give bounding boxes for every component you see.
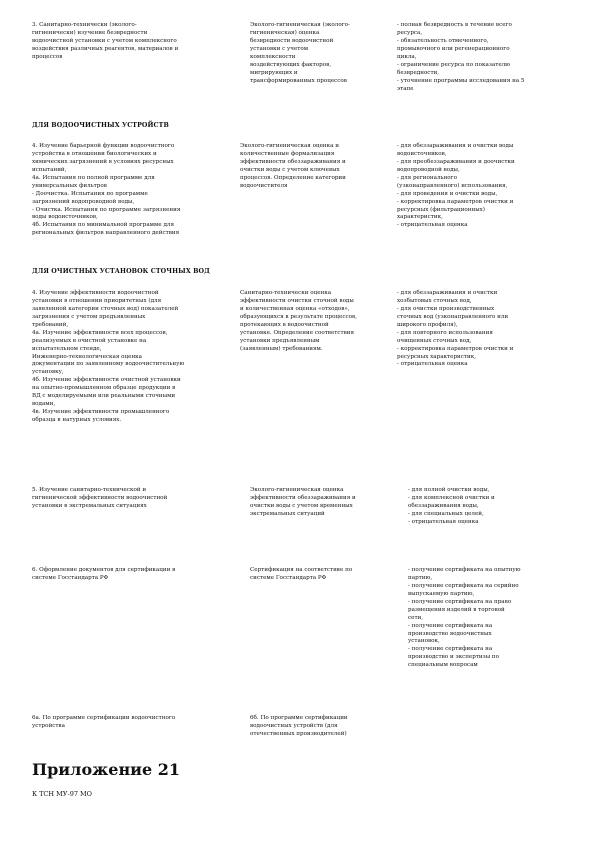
row5-assessment-text: Эколого-гигиеническая оценка эффективности обеззараживания и очистки воды с учетом временных экстремальных ситуаций: [250, 487, 356, 517]
row5-stage-text: 5. Изучение санитарно-технической и гигиенической эффективности водоочистной установки в экстремальных ситуациях: [32, 487, 168, 509]
row5-result-text: - для полной очистки воды, - для комплексной очистки и обеззараживания воды, - для специальных целей, - отрицательная оценка: [408, 487, 495, 525]
appendix-title: Приложение 21: [32, 760, 181, 779]
row4b-result-text: - для обеззараживания и очистки хозбытовых сточных вод, - для очистки производственных сточных вод (узконаправленного или широкого профиля), - для повторного использования очищенных сточных вод, - корректировка параметров очистки и ресурсных характеристик, - отрицательная оценка: [397, 290, 514, 368]
row6a-text: 6а. По программе сертификации водоочистного устройства: [32, 715, 176, 729]
section-heading-wastewater: ДЛЯ ОЧИСТНЫХ УСТАНОВОК СТОЧНЫХ ВОД: [32, 268, 210, 275]
row6-result-text: - получение сертификата на опытную партию, - получение сертификата на серийно выпускаемую партию, - получение сертификата на право размещения изделий в торговой сети, - получение сертификата на производство водоочистных установок, - получение сертификата на производство и экспертизы по специальным вопросам: [408, 567, 521, 669]
row6b-text: 6б. По программе сертификации водоочистных устройств (для отечественных производителей): [250, 715, 348, 737]
row3-assessment-text: Эколого-гигиеническая (эколого- гигиеническая) оценка безвредности водоочистной установки с учетом комплексности воздействующих факторов, мигрирующих и трансформированных процессов: [250, 22, 350, 84]
row6-stage-text: 6. Оформление документов для сертификации в системе Госстандарта РФ: [32, 567, 176, 581]
section-heading-water-devices: ДЛЯ ВОДООЧИСТНЫХ УСТРОЙСТВ: [32, 122, 169, 129]
row4b-stage-text: 4. Изучение эффективности водоочистной установки в отношении приоритетных (для заявленной категории сточных вод) показателей загрязнения с учетом предъявленных требований, 4а. Изучение эффективности всех процессов, реализуемых в очистной установке на испытательном стенде, Инженерно-технологическая оценка документации по заявленному водоочистительную установку, 4б. Изучение эффективности очистной установки на опытно-промышленном образце продукции в ВД с моделируемыми или реальными сточными водами, 4в. Изучение эффективности промышленного образца в натурных условиях.: [32, 290, 185, 423]
row4-result-text: - для обеззараживания и очистки воды водоисточников, - для преобеззараживания и доочистки водопроводной воды, - для регионального (узконаправленного) использования, - для проведения и очистки воды, - корректировка параметров очистки и ресурсных (фильтрационных) характеристик, - отрицательная оценка: [397, 143, 515, 229]
row4-assessment-text: Эколого-гигиеническая оценка и количественные формализация эффективности обеззараживания и очистки воды с учетом ключевых процессов. Определение категории водоочистителя: [240, 143, 346, 189]
footer-reference: К ТСН МУ-97 МО: [32, 790, 93, 798]
row4-stage-text: 4. Изучение барьерной функции водоочистного устройства в отношении биологических и химических загрязнений в условиях ресурсных испытаний, 4а. Испытания по полной программе для универсальных фильтров - Доочистка. Испытания по программе загрязнений водопроводной воды, - Очистка. Испытания по программе загрязнения воды водоисточников, 4б. Испытания по минимальной программе для региональных фильтров направленного действия: [32, 143, 181, 237]
row4b-assessment-text: Санитарно-технически оценка эффективности очистки сточной воды и количественная оценка «отходов», образующихся в результате процессов, протекающих в водоочистной установке. Определение соответствия установки предъявленным (заявленным) требованиям.: [240, 290, 357, 352]
row6-assessment-text: Сертификация на соответствие по системе Госстандарта РФ: [250, 567, 353, 581]
row3-result-text: - полная безвредность в течение всего ресурса, - обязательность отмеченного, промывочного или регенерационного цикла, - ограничение ресурса по показателю безвредности, - уточнение программы исследования на 5 этапе: [397, 22, 525, 92]
row3-stage-text: 3. Санитарно-технически (эколого- гигиенически) изучение безвредности водоочистной установки с учетом комплексного воздействия различных реагентов, материалов и процессов: [32, 22, 179, 60]
